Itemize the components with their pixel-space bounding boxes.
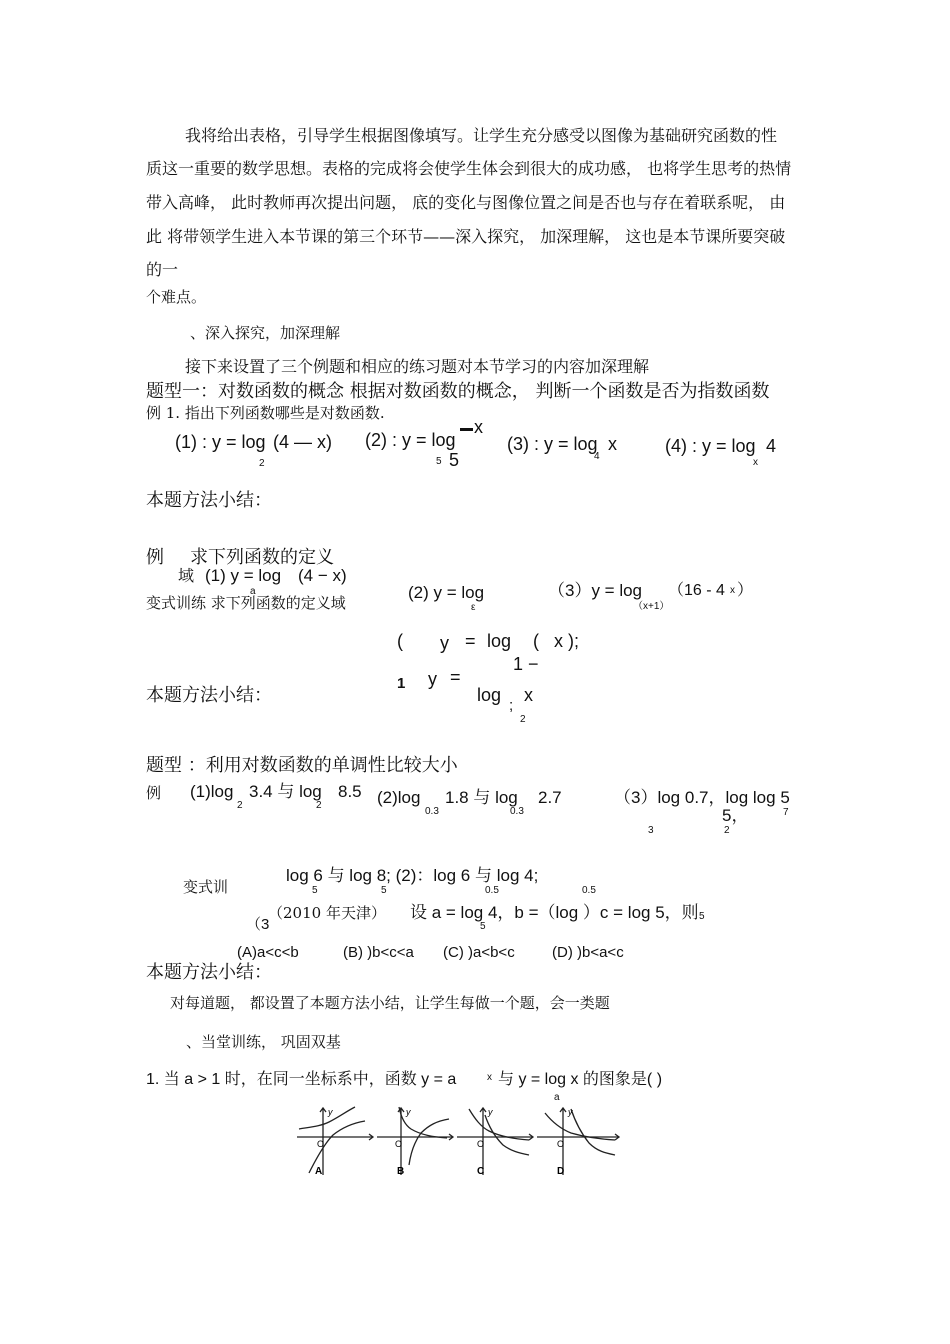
graph-c-log-curve — [485, 1115, 529, 1155]
type1-summary: 本题方法小结： — [146, 490, 272, 511]
intro-line: 接下来设置了三个例题和相应的练习题对本节学习的内容加深理解 — [185, 357, 650, 376]
formula-2-exp: x — [474, 417, 483, 437]
graph-d-label: D — [557, 1166, 565, 1177]
variant-formula-3-exp: x — [730, 585, 735, 596]
compare-3-base-2: 2 — [724, 825, 730, 836]
q1-text-2: 与 y = log x 的图象是( ) — [498, 1071, 663, 1088]
formula-1-base: 2 — [259, 458, 265, 469]
section-explore-heading: 、深入探究，加深理解 — [190, 324, 341, 342]
option-d: (D) )b<a<c — [552, 944, 624, 961]
example2-formula-1: (1) y = log — [205, 566, 282, 585]
row4-one-minus: 1 − — [513, 654, 539, 674]
q1-text: 1. 当 a > 1 时，在同一坐标系中，函数 y = a — [146, 1071, 457, 1088]
formula-2-arg: 5 — [449, 450, 460, 470]
compare-2-a: 1.8 与 log — [445, 788, 518, 807]
para-line-5: 的一 — [146, 260, 179, 279]
example2-summary: 本题方法小结： — [146, 685, 272, 706]
para-line-4: 此 将带领学生进入本节课的第三个环节——深入探究， 加深理解， 这也是本节课所要突破 — [146, 227, 786, 246]
compare-1-a: 3.4 与 log — [249, 782, 322, 801]
type2-title: 题型 ：利用对数函数的单调性比较大小 — [146, 755, 458, 776]
variant-training-label: 变式训练 求下列函数的定义域 — [146, 594, 346, 612]
option-c: (C) )a<b<c — [443, 944, 515, 961]
example2-title: 求下列函数的定义 — [190, 547, 334, 568]
graph-c[interactable] — [455, 1105, 537, 1180]
svg-text:y: y — [568, 1107, 573, 1117]
closing-line: 对每道题， 都设置了本题方法小结，让学生每做一个题，会一类题 — [170, 994, 610, 1012]
formula-4-arg: 4 — [766, 436, 777, 456]
graph-b[interactable] — [375, 1105, 457, 1180]
row4-y: y — [428, 669, 437, 689]
type1-title: 题型一：对数函数的概念 根据对数函数的概念， 判断一个函数是否为指数函数 — [146, 381, 770, 402]
graph-b-label: B — [397, 1166, 405, 1177]
compare-3: （3）log 0.7，log log 5 — [614, 788, 790, 807]
row3-y: y — [440, 633, 449, 653]
formula-2: (2) : y = log — [365, 430, 456, 450]
type2-summary: 本题方法小结： — [146, 962, 272, 983]
row4-base: 2 — [520, 714, 526, 725]
formula-3: (3) : y = log — [507, 434, 598, 454]
type2-variant-1: log 6 与 log 8; (2)：log 6 与 log 4; — [286, 866, 539, 885]
example2-domain-word: 域 — [178, 566, 195, 585]
type2-variant-3-text: 设 a = log 4，b =（log ）c = log 5，则 — [410, 903, 699, 922]
row4-log: log — [477, 685, 502, 705]
compare-2-base: 0.3 — [425, 806, 439, 817]
svg-text:y: y — [406, 1107, 411, 1117]
graph-a-label: A — [315, 1166, 323, 1177]
row4-eq: = — [450, 667, 461, 687]
graph-d[interactable] — [535, 1105, 623, 1180]
option-a: (A)a<c<b — [237, 944, 299, 961]
section-practice-heading: 、当堂训练， 巩固双基 — [186, 1033, 341, 1051]
compare-2-base-2: 0.3 — [510, 806, 524, 817]
type2-variant-base-3: 0.5 — [485, 885, 499, 896]
variant-formula-3-close: ） — [737, 582, 754, 599]
q1-exp: x — [487, 1072, 492, 1083]
row3-open: ( — [533, 631, 539, 651]
graph-d-exp-curve — [545, 1113, 615, 1140]
type2-example-label: 例 — [146, 784, 162, 802]
svg-text:y: y — [488, 1107, 493, 1117]
row4-num: 1 — [397, 675, 406, 692]
graph-a[interactable] — [295, 1105, 377, 1180]
graph-d-log-curve — [571, 1109, 615, 1155]
variant-formula-3-base: （x+1） — [633, 601, 670, 612]
svg-text:O: O — [395, 1139, 403, 1149]
variant-formula-3-arg: （16 - 4 — [668, 582, 725, 599]
formula-1: (1) : y = log — [175, 432, 266, 452]
graph-c-label: C — [477, 1166, 485, 1177]
variant-formula-2-base: ε — [471, 602, 476, 613]
example2-formula-1-arg: (4 − x) — [298, 566, 347, 585]
compare-1-log: (1)log — [190, 782, 234, 801]
type2-variant-base-4: 0.5 — [582, 885, 596, 896]
para-line-2: 质这一重要的数学思想。表格的完成将会使学生体会到很大的成功感， 也将学生思考的热情 — [146, 159, 792, 178]
row4-x: x — [524, 685, 533, 705]
svg-text:y: y — [328, 1107, 333, 1117]
example2-formula-1-base: a — [250, 586, 256, 597]
row4-semi: ; — [509, 697, 514, 714]
formula-2-minus-sign — [460, 428, 473, 431]
formula-1-arg: (4 — x) — [273, 432, 333, 452]
type2-variant-3-label: （3 — [246, 916, 270, 933]
compare-1-base: 2 — [237, 800, 243, 811]
para-line-1: 我将给出表格，引导学生根据图像填写。让学生充分感受以图像为基础研究函数的性 — [185, 126, 778, 145]
row3-eq: = — [465, 631, 476, 651]
row3-log: log — [487, 631, 512, 651]
graph-c-exp-curve — [469, 1109, 529, 1140]
formula-3-arg: x — [608, 434, 617, 454]
type2-variant-label: 变式训 — [183, 878, 229, 896]
q1-sub: a — [554, 1092, 560, 1103]
compare-3-base-3: 7 — [783, 807, 789, 818]
variant-formula-2: (2) y = log — [408, 583, 485, 602]
svg-text:O: O — [477, 1139, 485, 1149]
variant-formula-3: （3）y = log — [548, 581, 643, 600]
formula-4-base: x — [753, 457, 758, 468]
formula-2-base: 5 — [436, 456, 442, 467]
type2-variant-base-2: 5 — [381, 885, 387, 896]
formula-3-base: 4 — [594, 451, 600, 462]
para-line-3: 带入高峰， 此时教师再次提出问题， 底的变化与图像位置之间是否也与存在着联系呢， 由 — [146, 193, 786, 212]
svg-text:O: O — [557, 1139, 565, 1149]
type2-variant-3-base-1: 5 — [480, 921, 486, 932]
graph-b-log-curve — [409, 1119, 449, 1165]
type2-variant-3-year: （2010 年天津） — [268, 904, 386, 922]
example1-statement: 例 1. 指出下列函数哪些是对数函数. — [146, 404, 385, 422]
row3-x: x ); — [554, 631, 579, 651]
row3-paren: ( — [397, 631, 403, 651]
formula-4: (4) : y = log — [665, 436, 756, 456]
example2-label: 例 — [146, 547, 164, 568]
compare-3-mid: 5， — [722, 806, 749, 825]
type2-variant-3-base-2: 5 — [699, 911, 705, 922]
compare-3-base-1: 3 — [648, 825, 654, 836]
svg-text:O: O — [317, 1139, 325, 1149]
type2-variant-base-1: 5 — [312, 885, 318, 896]
compare-2-b: 2.7 — [538, 788, 562, 807]
compare-2-log: (2)log — [377, 788, 421, 807]
option-b: (B) )b<c<a — [343, 944, 414, 961]
compare-1-base-2: 2 — [316, 800, 322, 811]
graph-a-exp-curve — [299, 1107, 355, 1129]
compare-1-b: 8.5 — [338, 782, 362, 801]
para-line-6: 个难点。 — [146, 288, 207, 306]
